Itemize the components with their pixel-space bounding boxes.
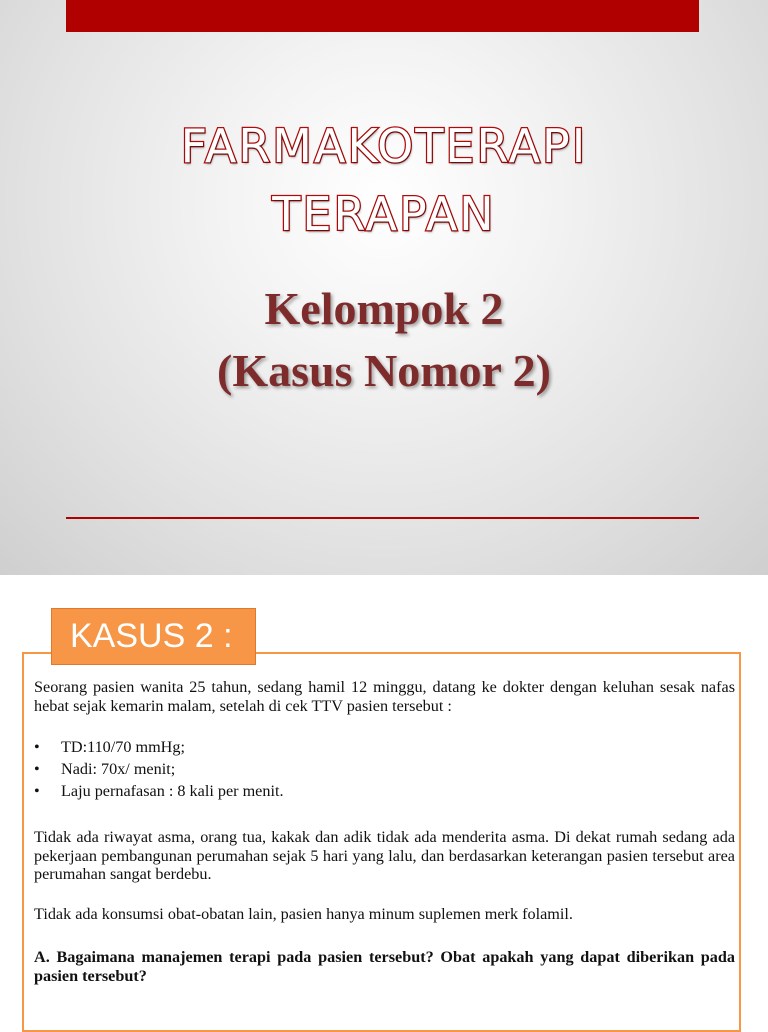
case-number-label: (Kasus Nomor 2) [217,345,551,396]
top-accent-bar [66,0,699,32]
case-intro: Seorang pasien wanita 25 tahun, sedang hamil 12 minggu, datang ke dokter dengan keluhan sesak nafas hebat sejak kemarin malam, setelah di cek TTV pasien tersebut : [34,678,735,715]
case-history: Tidak ada riwayat asma, orang tua, kakak dan adik tidak ada menderita asma. Di dekat rumah sedang ada pekerjaan pembangunan perumahan sejak 5 hari yang lalu, dan berdasarkan keterangan pasien tersebut area perumahan sangat berdebu. [34,828,735,883]
title-line-1: FARMAKOTERAPI [180,119,588,173]
question-a: A. Bagaimana manajemen terapi pada pasien tersebut? Obat apakah yang dapat diberikan pada pasien tersebut? [34,948,735,985]
vital-signs-list [34,734,735,804]
group-label: Kelompok 2 [264,283,504,334]
title-line-2: TERAPAN [272,187,496,241]
bullet-icon: • [34,760,40,778]
bottom-divider [66,517,699,519]
case-body [34,678,735,985]
bullet-icon: • [34,738,40,756]
vital-sign-item [34,778,735,804]
case-medication: Tidak ada konsumsi obat-obatan lain, pasien hanya minum suplemen merk folamil. [34,904,573,923]
bullet-icon: • [34,782,40,800]
subtitle [0,278,768,402]
vital-sign-text: Nadi: 70x/ menit; [61,760,176,778]
main-title [0,112,768,248]
case-tag: KASUS 2 : [51,608,256,665]
vital-sign-text: Laju pernafasan : 8 kali per menit. [61,782,284,800]
vital-sign-text: TD:110/70 mmHg; [61,738,185,756]
